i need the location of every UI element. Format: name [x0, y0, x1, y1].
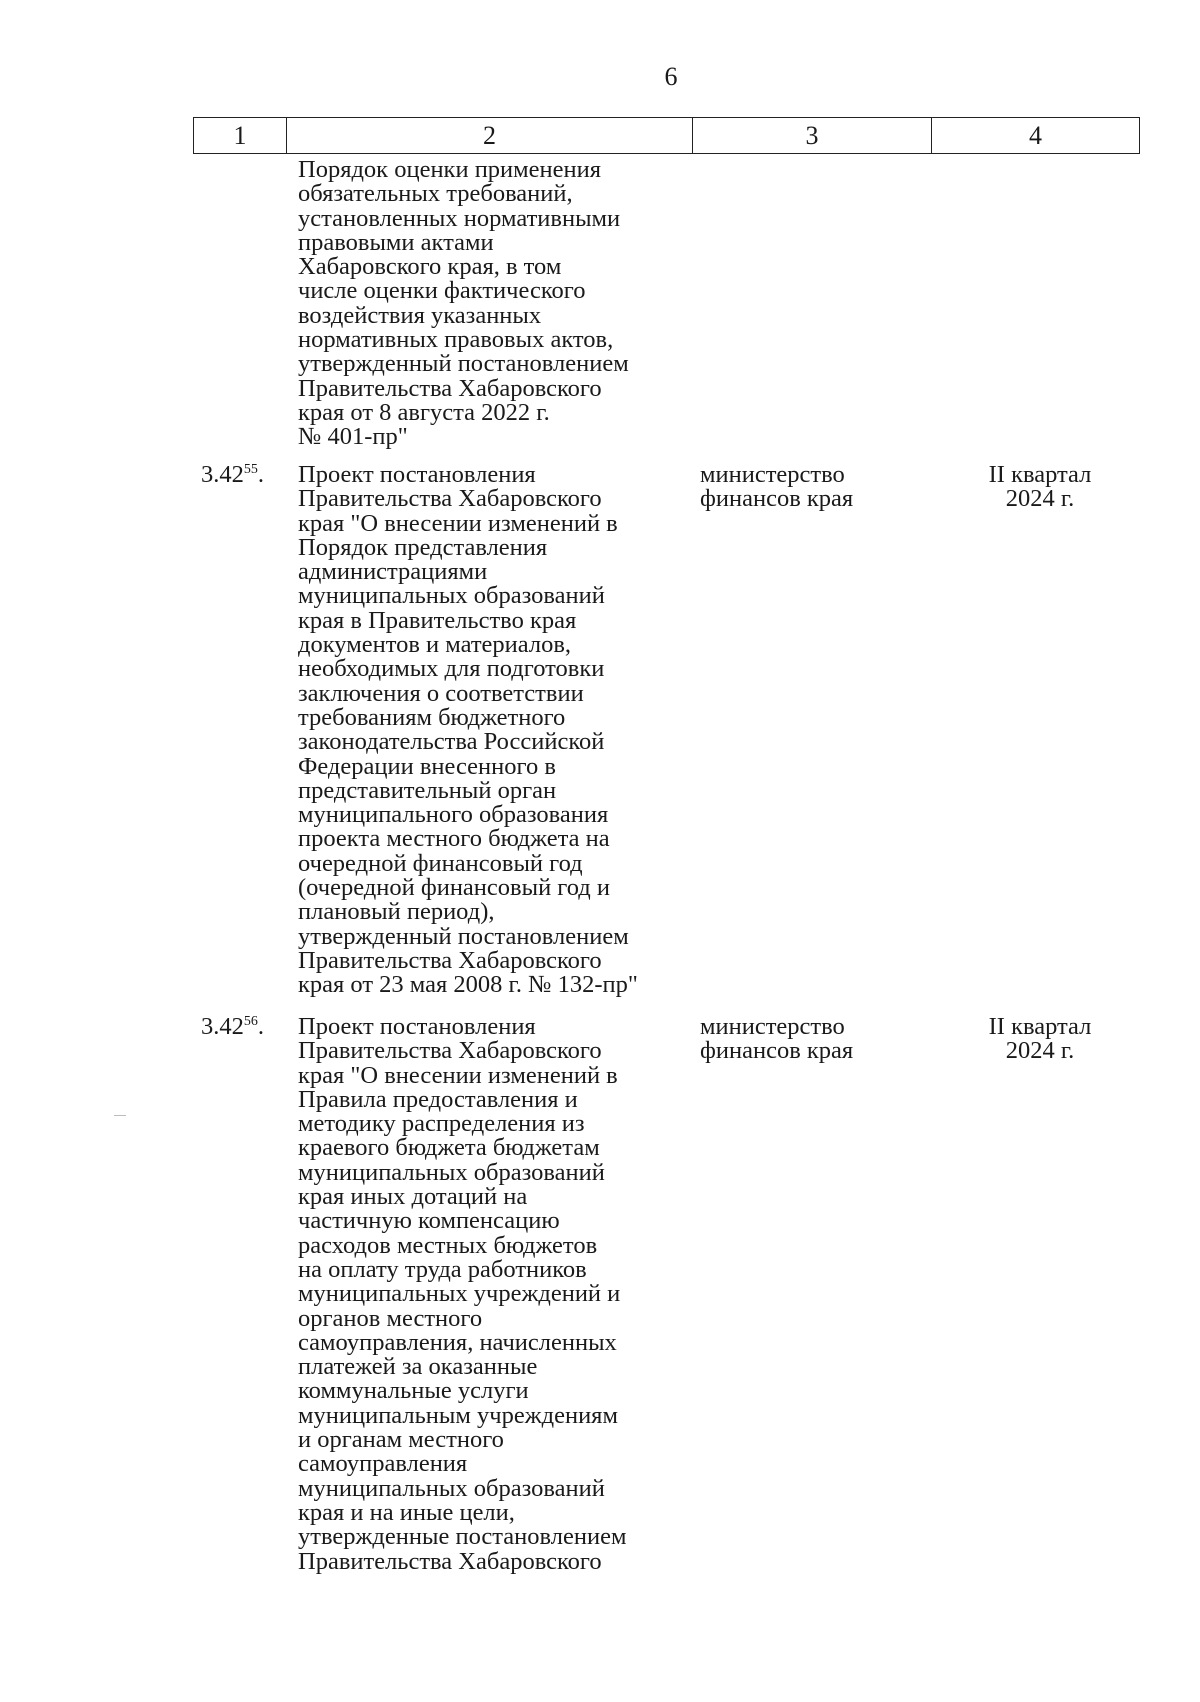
header-col-4: 4	[1029, 120, 1042, 150]
row-number-superscript: 56	[243, 1014, 258, 1029]
row-executor: министерство финансов края	[700, 1013, 854, 1065]
page-number: 6	[664, 62, 678, 91]
header-col-1: 1	[194, 118, 287, 153]
row-term: II квартал 2024 г.	[988, 461, 1092, 513]
row-number-superscript: 55	[243, 462, 258, 477]
header-col-2: 2	[287, 118, 693, 153]
row-executor: министерство финансов края	[700, 461, 854, 513]
row-number	[201, 1015, 264, 1039]
row-number-suffix: .	[257, 461, 264, 488]
row-description: Проект постановления Правительства Хабаровского края "О внесении изменений в Правила предоставления и методику распределения из краевого бюджета бюджетам муниципальных образований края иных дотаций на частичную компенсацию расходов местных бюджетов на оплату труда работников муниципальных учреждений и органов местного самоуправления, начисленных платежей за оказанные коммунальные услуги муниципальным учреждениям и органам местного самоуправления муниципальных образований края и на иные цели, утвержденные постановлением Правительства Хабаровского	[298, 1013, 627, 1575]
table-header-row	[193, 117, 1140, 154]
row-number-main: 3.42	[201, 461, 244, 488]
row-number-main: 3.42	[201, 1013, 244, 1040]
row-term: II квартал 2024 г.	[988, 1013, 1092, 1065]
row-number	[201, 463, 264, 487]
scan-artifact-mark	[114, 1115, 126, 1116]
row-description: Проект постановления Правительства Хабаровского края "О внесении изменений в Порядок представления администрациями муниципальных образований края в Правительство края документов и материалов, необходимых для подготовки заключения о соответствии требованиям бюджетного законодательства Российской Федерации внесенного в представительный орган муниципального образования проекта местного бюджета на очередной финансовый год (очередной финансовый год и плановый период), утвержденный постановлением Правительства Хабаровского края от 23 мая 2008 г. № 132-пр"	[298, 461, 638, 999]
row-number-suffix: .	[257, 1013, 264, 1040]
continuation-text: Порядок оценки применения обязательных требований, установленных нормативными правовыми актами Хабаровского края, в том числе оценки фактического воздействия указанных нормативных правовых актов, утвержденный постановлением Правительства Хабаровского края от 8 августа 2022 г. № 401-пр"	[298, 156, 629, 451]
header-col-3: 3	[693, 118, 932, 153]
